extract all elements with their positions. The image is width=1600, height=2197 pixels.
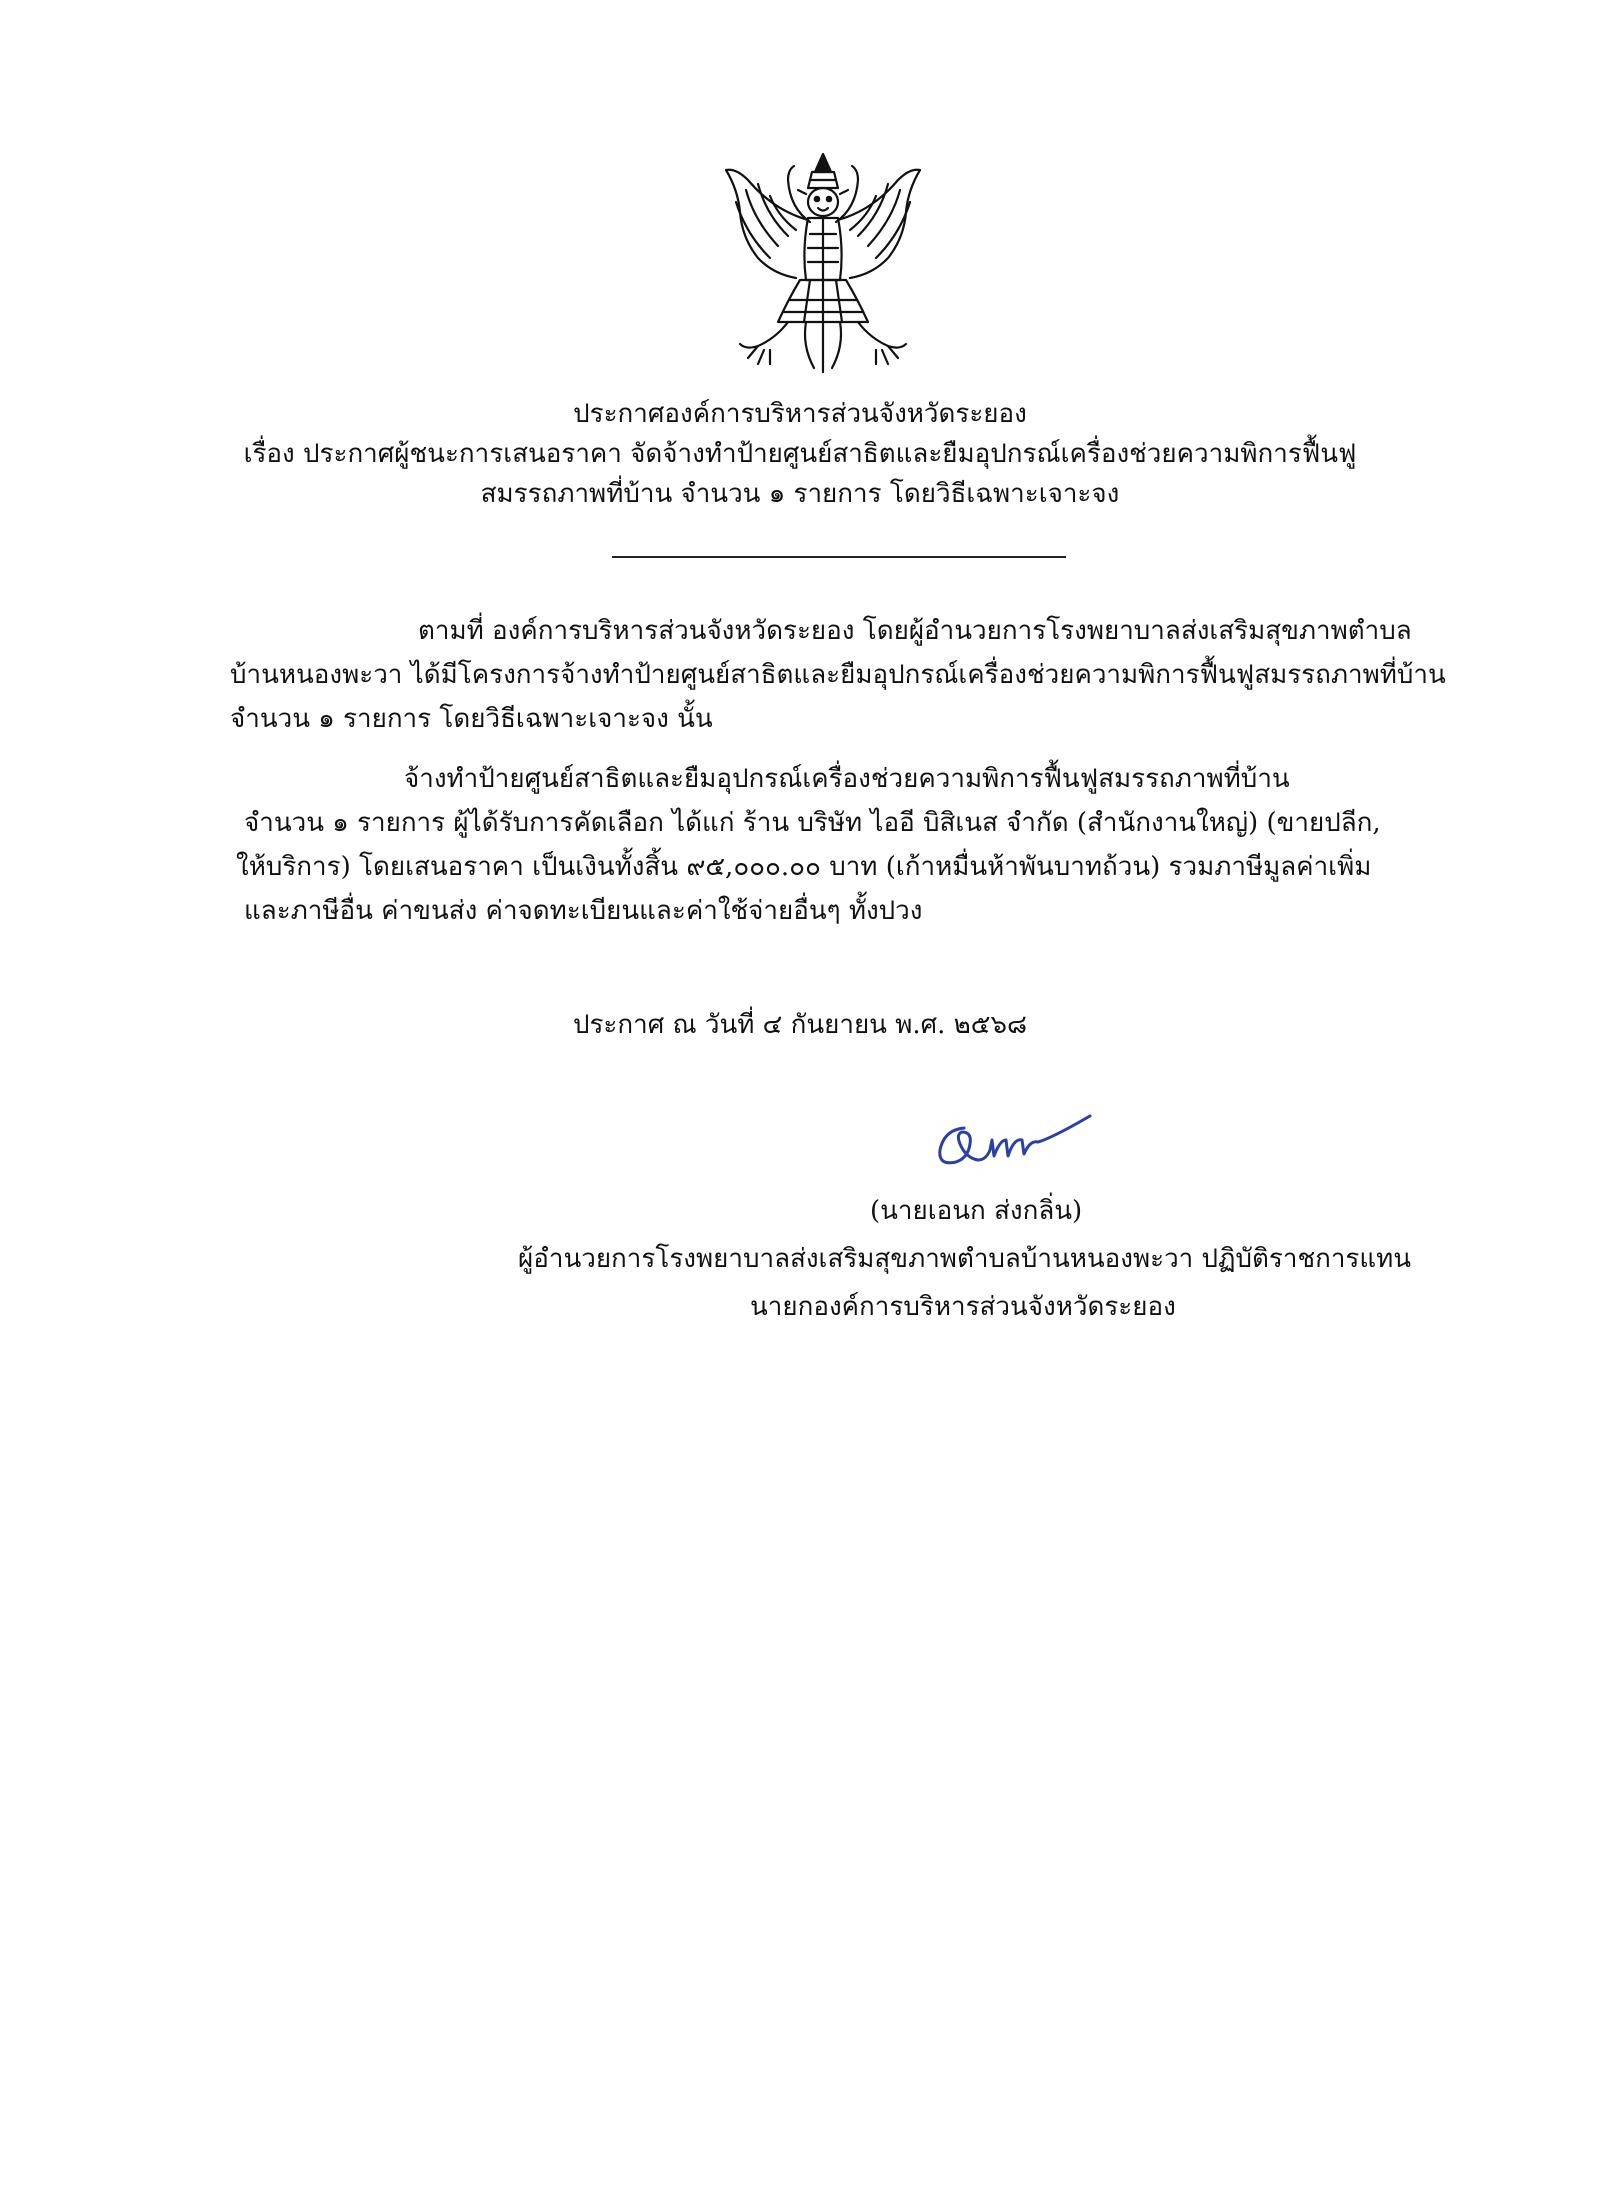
signatory-position-line1: ผู้อำนวยการโรงพยาบาลส่งเสริมสุขภาพตำบลบ้านหนองพะวา ปฏิบัติราชการแทน: [518, 1244, 1412, 1274]
signatory-position-line2: นายกองค์การบริหารส่วนจังหวัดระยอง: [750, 1292, 1176, 1322]
announcement-subject-line2: สมรรถภาพที่บ้าน จำนวน ๑ รายการ โดยวิธีเฉพาะเจาะจง: [480, 479, 1120, 509]
para1-line3: จำนวน ๑ รายการ โดยวิธีเฉพาะเจาะจง นั้น: [230, 704, 713, 734]
para1-line1: ตามที่ องค์การบริหารส่วนจังหวัดระยอง โดยผู้อำนวยการโรงพยาบาลส่งเสริมสุขภาพตำบล: [418, 616, 1412, 646]
announcement-issuer: ประกาศองค์การบริหารส่วนจังหวัดระยอง: [573, 399, 1027, 429]
announcement-date: ประกาศ ณ วันที่ ๔ กันยายน พ.ศ. ๒๕๖๘: [572, 1010, 1028, 1040]
announcement-subject-line1: เรื่อง ประกาศผู้ชนะการเสนอราคา จัดจ้างทำป้ายศูนย์สาธิตและยืมอุปกรณ์เครื่องช่วยความพิการฟื้นฟู: [243, 439, 1357, 469]
heading-divider: [612, 556, 1066, 558]
para2-line2: จำนวน ๑ รายการ ผู้ได้รับการคัดเลือก ได้แก่ ร้าน บริษัท ไออี บิสิเนส จำกัด (สำนักงานใหญ่) (ขายปลีก,: [244, 808, 1381, 838]
para2-line4: และภาษีอื่น ค่าขนส่ง ค่าจดทะเบียนและค่าใช้จ่ายอื่นๆ ทั้งปวง: [244, 896, 923, 926]
garuda-emblem-icon: [718, 150, 928, 375]
handwritten-signature: [930, 1110, 1100, 1180]
para2-line3: ให้บริการ) โดยเสนอราคา เป็นเงินทั้งสิ้น ๙๕,๐๐๐.๐๐ บาท (เก้าหมื่นห้าพันบาทถ้วน) รวมภาษีมูลค่าเพิ่ม: [236, 852, 1372, 882]
para2-line1: จ้างทำป้ายศูนย์สาธิตและยืมอุปกรณ์เครื่องช่วยความพิการฟื้นฟูสมรรถภาพที่บ้าน: [404, 764, 1290, 794]
signatory-name: (นายเอนก ส่งกลิ่น): [870, 1196, 1083, 1226]
para1-line2: บ้านหนองพะวา ได้มีโครงการจ้างทำป้ายศูนย์สาธิตและยืมอุปกรณ์เครื่องช่วยความพิการฟื้นฟูสมรรถภาพที่บ้าน: [230, 660, 1446, 690]
